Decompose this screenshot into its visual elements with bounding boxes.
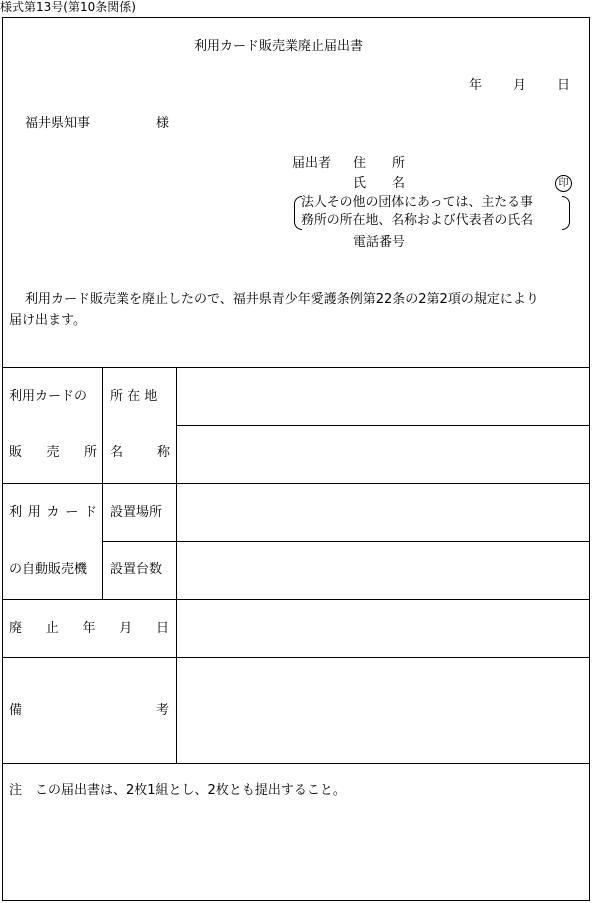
form-number: 様式第13号(第10条関係) (0, 0, 136, 14)
vending-group-label-line2: の自動販売機 (9, 562, 88, 577)
installation-place-label: 設置場所 (110, 505, 163, 520)
form-title: 利用カード販売業廃止届出書 (194, 39, 364, 54)
remarks-label: 備 考 (9, 703, 169, 718)
date-month-label: 月 (513, 78, 527, 93)
address-label: 住 所 (353, 156, 406, 171)
footnote: 注 この届出書は、2枚1組とし、2枚とも提出すること。 (9, 783, 346, 798)
corporate-note-line2: 務所の所在地、名称および代表者の氏名 (301, 213, 534, 228)
installation-count-label: 設置台数 (110, 562, 163, 577)
location-label: 所 在 地 (110, 389, 158, 404)
sales-office-group-label-line1: 利用カードの (9, 389, 88, 404)
divider (2, 763, 590, 764)
divider (2, 483, 590, 484)
closure-date-label: 廃 止 年 月 日 (9, 621, 169, 636)
divider (2, 599, 590, 600)
applicant-label: 届出者 (292, 156, 332, 171)
seal-mark: 印 (555, 175, 572, 192)
addressee-honorific: 様 (156, 116, 170, 131)
addressee-name: 福井県知事 (25, 116, 91, 131)
phone-label: 電話番号 (353, 235, 406, 250)
divider (102, 367, 103, 599)
body-text-line2: 届け出ます。 (9, 313, 86, 328)
bracket-right (562, 196, 570, 230)
corporate-note-line1: 法人その他の団体にあっては、主たる事 (301, 195, 533, 210)
name-label: 氏 名 (353, 176, 406, 191)
vending-group-label-line1: 利 用 カ ー ド (9, 505, 97, 520)
divider (176, 367, 177, 763)
office-name-label: 名 称 (110, 445, 170, 460)
date-year-label: 年 (469, 78, 483, 93)
divider (176, 425, 590, 426)
date-day-label: 日 (557, 78, 571, 93)
sales-office-group-label-line2: 販 売 所 (9, 445, 97, 460)
divider (2, 367, 590, 368)
divider (2, 657, 590, 658)
body-text-line1: 利用カード販売業を廃止したので、福井県青少年愛護条例第22条の2第2項の規定により (25, 292, 539, 307)
